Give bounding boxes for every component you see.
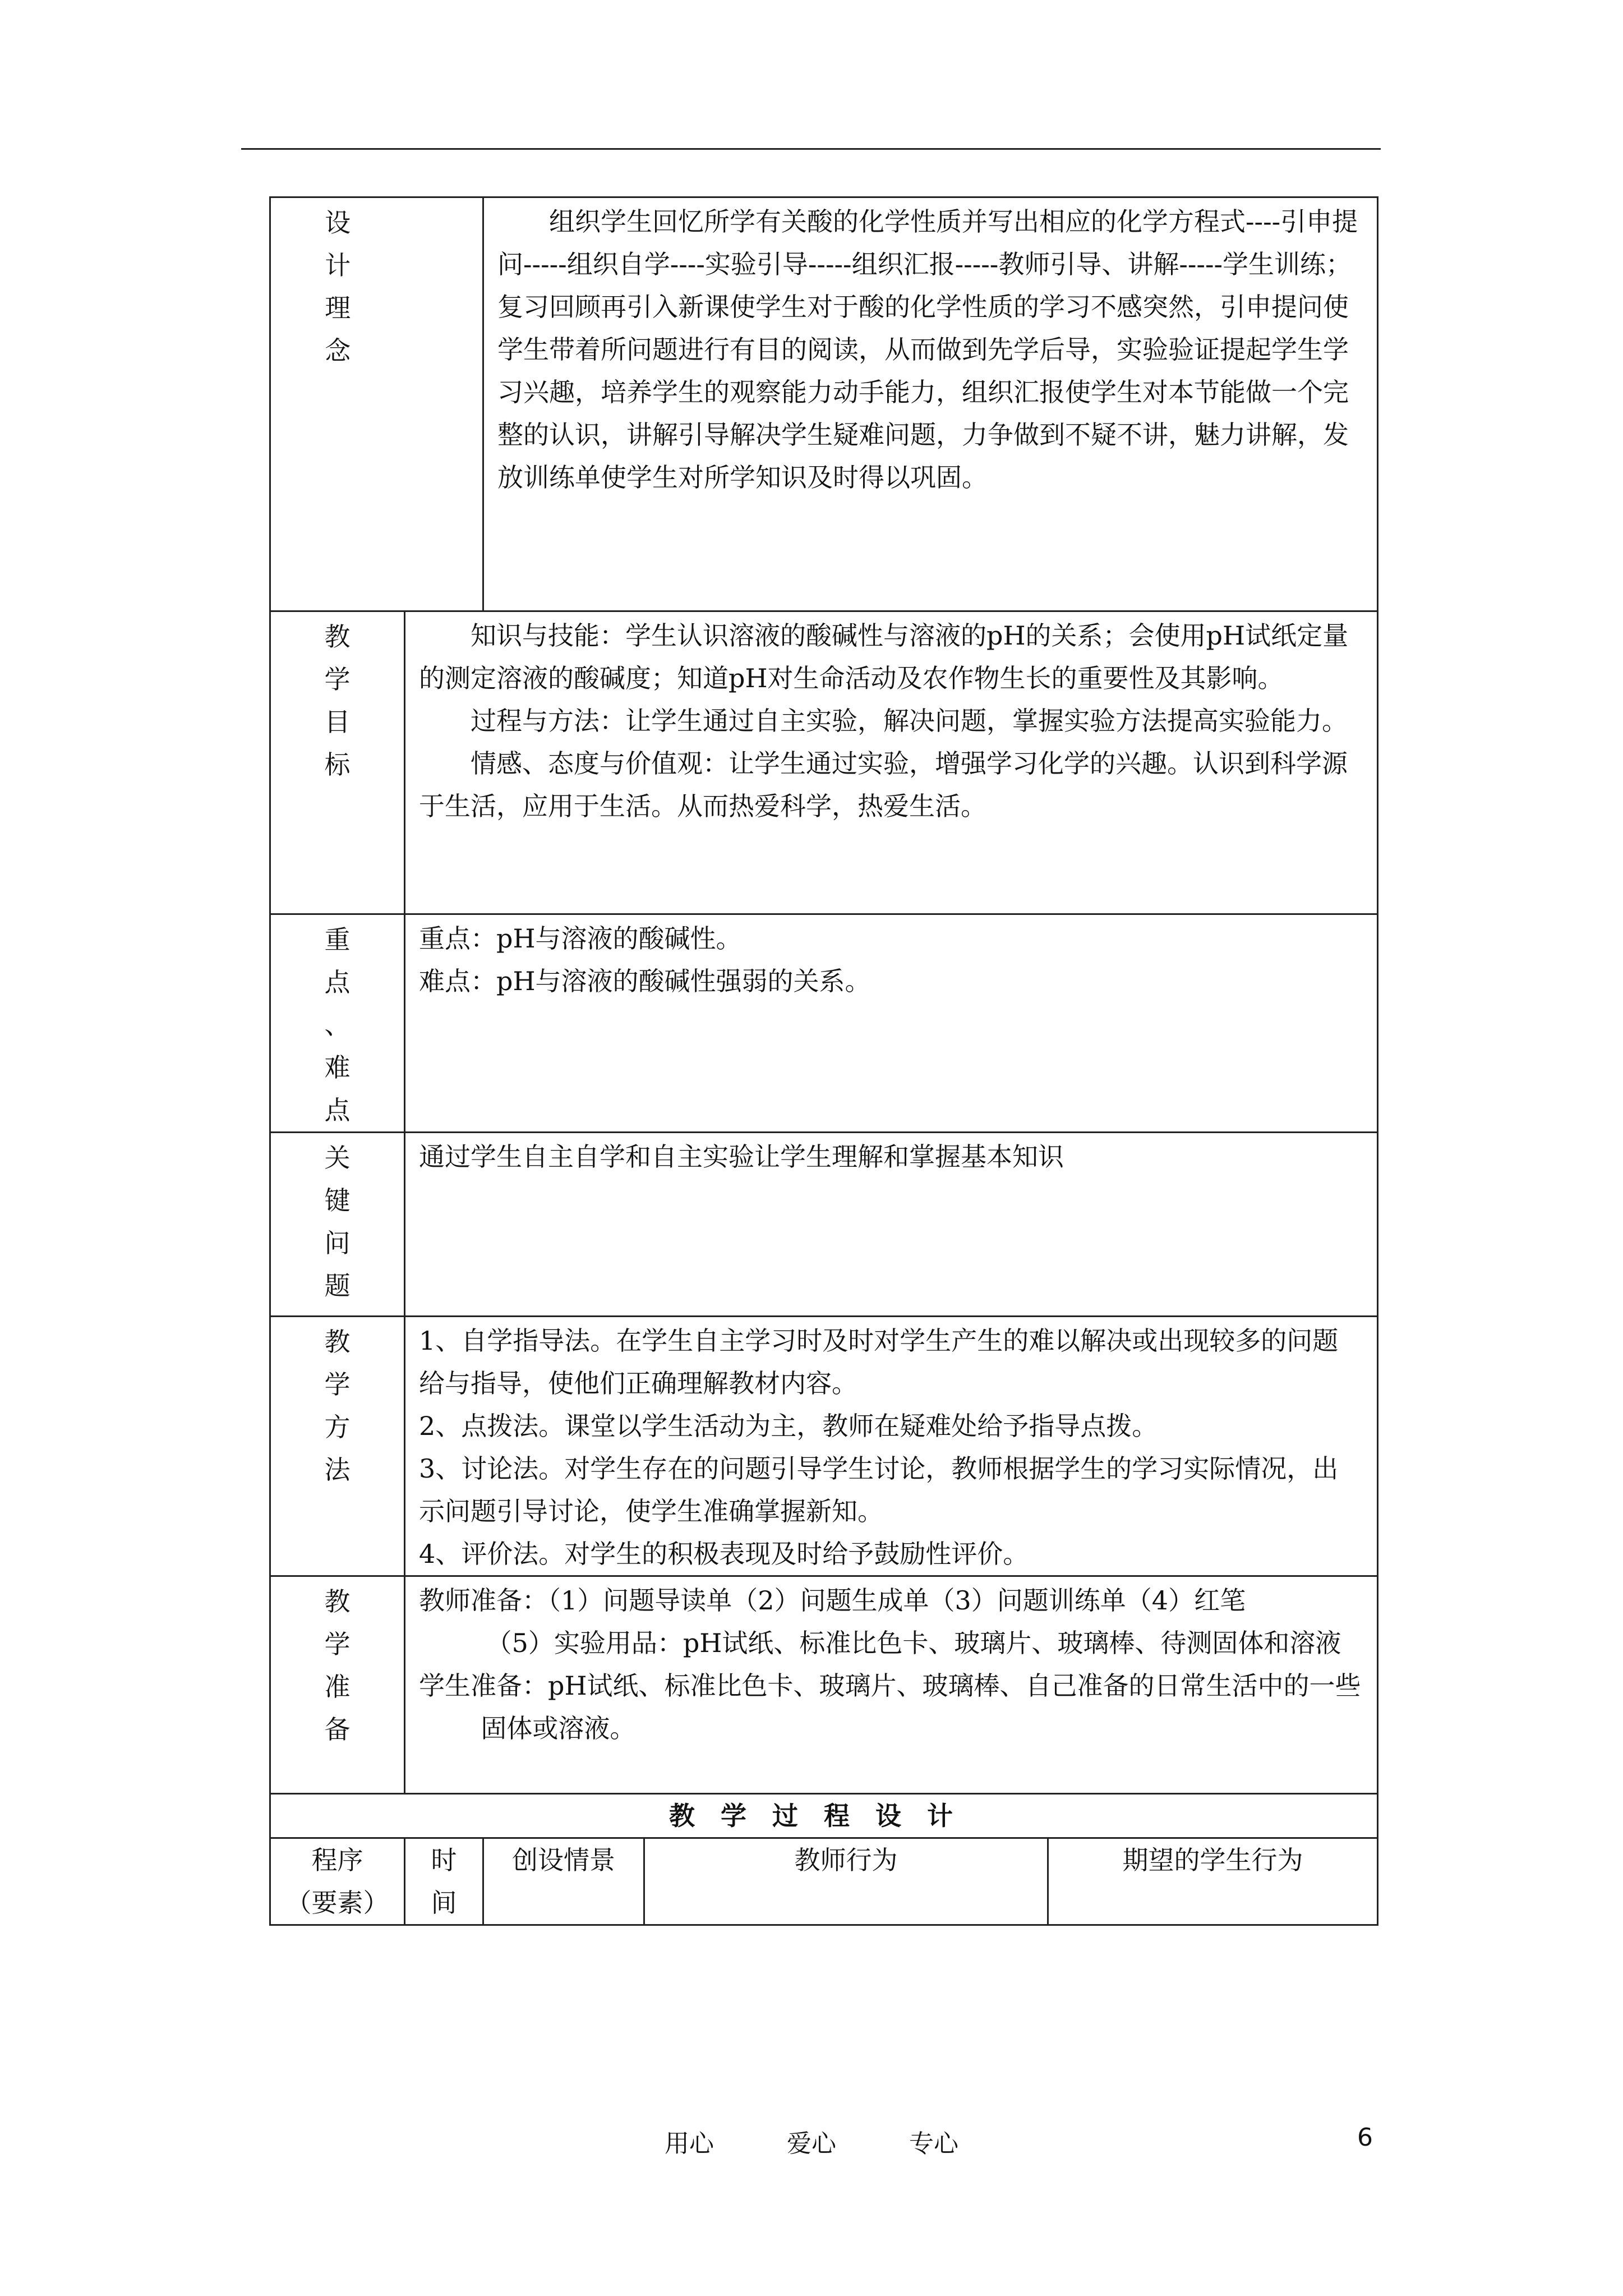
footer-motto: 用心 爱心 专心 <box>665 2129 958 2158</box>
label-teaching-goals: 教 学 目 标 <box>270 611 405 914</box>
header-program: 程序 （要素） <box>270 1838 405 1925</box>
label-teaching-methods: 教 学 方 法 <box>270 1317 405 1576</box>
content-key-question: 通过学生自主自学和自主实验让学生理解和掌握基本知识 <box>405 1133 1378 1317</box>
header-student-behavior: 期望的学生行为 <box>1048 1838 1378 1925</box>
row-teaching-methods <box>270 1317 1378 1576</box>
content-key-difficult-points: 重点：pH与溶液的酸碱性。 难点：pH与溶液的酸碱性强弱的关系。 <box>405 914 1378 1133</box>
header-time: 时 间 <box>405 1838 483 1925</box>
row-key-question <box>270 1133 1378 1317</box>
content-teaching-goals: 知识与技能：学生认识溶液的酸碱性与溶液的pH的关系；会使用pH试纸定量的测定溶液的酸碱度；知道pH对生命活动及农作物生长的重要性及其影响。 过程与方法：让学生通过自主实验，解决问题，掌握实验方法提高实验能力。 情感、态度与价值观：让学生通过实验，增强学习化学的兴趣。认识到科学源于生活，应用于生活。从而热爱科学，热爱生活。 <box>405 611 1378 914</box>
header-teacher-behavior: 教师行为 <box>644 1838 1048 1925</box>
content-design-concept: 组织学生回忆所学有关酸的化学性质并写出相应的化学方程式----引申提问-----组织自学----实验引导-----组织汇报-----教师引导、讲解-----学生训练； 复习回顾再引入新课使学生对于酸的化学性质的学习不感突然，引申提问使学生带着所问题进行有目的阅读，从而做到先学后导，实验验证提起学生学习兴趣，培养学生的观察能力动手能力，组织汇报使学生对本节能做一个完整的认识，讲解引导解决学生疑难问题，力争做到不疑不讲，魅力讲解，发放训练单使学生对所学知识及时得以巩固。 <box>483 197 1378 611</box>
row-teaching-goals <box>270 611 1378 914</box>
row-process-title <box>270 1794 1378 1838</box>
row-key-difficult-points <box>270 914 1378 1133</box>
label-teaching-preparation: 教 学 准 备 <box>270 1576 405 1794</box>
row-teaching-preparation <box>270 1576 1378 1794</box>
content-teaching-preparation: 教师准备：（1）问题导读单（2）问题生成单（3）问题训练单（4）红笔 （5）实验用品：pH试纸、标准比色卡、玻璃片、玻璃棒、待测固体和溶液 学生准备：pH试纸、标准比色卡、玻璃片、玻璃棒、自己准备的日常生活中的一些固体或溶液。 <box>405 1576 1378 1794</box>
content-teaching-methods: 1、自学指导法。在学生自主学习时及时对学生产生的难以解决或出现较多的问题给与指导，使他们正确理解教材内容。 2、点拨法。课堂以学生活动为主，教师在疑难处给予指导点拨。 3、讨论法。对学生存在的问题引导学生讨论，教师根据学生的学习实际情况，出示问题引导讨论，使学生准确掌握新知。 4、评价法。对学生的积极表现及时给予鼓励性评价。 <box>405 1317 1378 1576</box>
label-design-concept: 设 计 理 念 <box>270 197 405 611</box>
row-design-concept <box>270 197 1378 611</box>
header-rule <box>241 148 1381 150</box>
lesson-plan-table <box>269 196 1378 1926</box>
row-process-headers <box>270 1838 1378 1925</box>
label-key-difficult-points: 重 点 、 难 点 <box>270 914 405 1133</box>
header-scene: 创设情景 <box>483 1838 644 1925</box>
page-number: 6 <box>1357 2123 1373 2152</box>
process-design-title: 教学过程设计 <box>270 1794 1378 1838</box>
label-key-question: 关 键 问 题 <box>270 1133 405 1317</box>
